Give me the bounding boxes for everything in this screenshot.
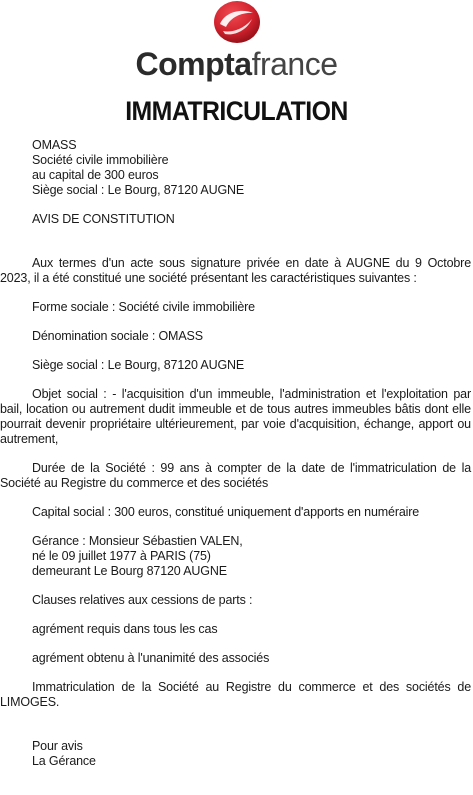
capital-social: Capital social : 300 euros, constitué uniquement d'apports en numéraire bbox=[32, 505, 420, 519]
signoff-line-2: La Gérance bbox=[32, 754, 96, 768]
siege-social: Siège social : Le Bourg, 87120 AUGNE bbox=[32, 358, 245, 372]
company-address: Siège social : Le Bourg, 87120 AUGNE bbox=[32, 183, 245, 197]
forme-sociale: Forme sociale : Société civile immobilière bbox=[32, 300, 255, 314]
denomination-sociale: Dénomination sociale : OMASS bbox=[32, 329, 203, 343]
company-header bbox=[0, 138, 471, 198]
brand-part-2: france bbox=[251, 46, 338, 82]
notice-title: AVIS DE CONSTITUTION bbox=[32, 212, 175, 226]
brand-part-1: Compta bbox=[135, 46, 252, 82]
clause-agrement-requis: agrément requis dans tous les cas bbox=[32, 622, 218, 636]
immatriculation-paragraph: Immatriculation de la Société au Registre du commerce et des sociétés de LIMOGES. bbox=[0, 680, 471, 709]
company-type: Société civile immobilière bbox=[32, 153, 169, 167]
comptafrance-logo-icon bbox=[211, 0, 263, 45]
gerance-block bbox=[0, 534, 471, 579]
company-capital: au capital de 300 euros bbox=[32, 168, 159, 182]
objet-social: Objet social : - l'acquisition d'un immeuble, l'administration et l'exploitation par bail, location ou autrement dudit immeuble et de tous autres immeubles bâtis dont elle pourrait devenir propriétaire ultérieurement, par voie d'acquisition, échange, apport ou autrement, bbox=[0, 387, 471, 446]
page-title: IMMATRICULATION bbox=[125, 96, 348, 126]
clauses-title: Clauses relatives aux cessions de parts : bbox=[32, 593, 253, 607]
gerance-birth: né le 09 juillet 1977 à PARIS (75) bbox=[32, 549, 211, 563]
clause-agrement-obtenu: agrément obtenu à l'unanimité des associés bbox=[32, 651, 270, 665]
signoff-line-1: Pour avis bbox=[32, 739, 83, 753]
signoff-block bbox=[0, 739, 471, 769]
gerance-address: demeurant Le Bourg 87120 AUGNE bbox=[32, 564, 227, 578]
gerance-name: Gérance : Monsieur Sébastien VALEN, bbox=[32, 534, 243, 548]
company-name: OMASS bbox=[32, 138, 77, 152]
notice-body bbox=[0, 138, 471, 769]
duree-societe: Durée de la Société : 99 ans à compter de la date de l'immatriculation de la Société au Registre du commerce et des sociétés bbox=[0, 461, 471, 490]
brand-logotype bbox=[0, 46, 473, 82]
intro-paragraph: Aux termes d'un acte sous signature privée en date à AUGNE du 9 Octobre 2023, il a été constitué une société présentant les caractéristiques suivantes : bbox=[0, 256, 471, 285]
